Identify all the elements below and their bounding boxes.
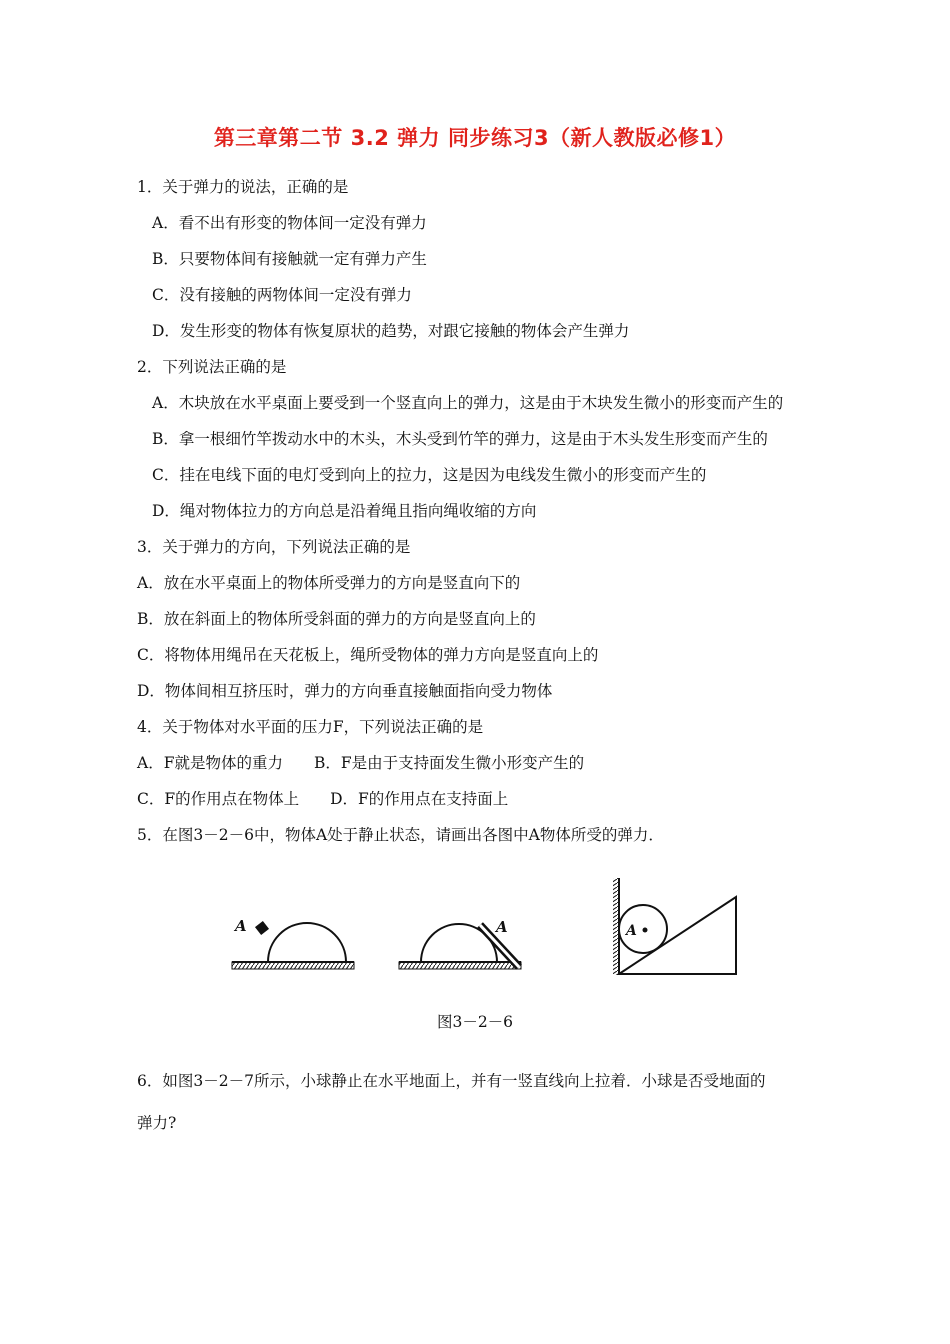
q6-line1: 6．如图3－2－7所示，小球静止在水平地面上，并有一竖直线向上拉着．小球是否受地面的 xyxy=(137,1072,766,1090)
figure-wall-incline xyxy=(605,875,745,980)
q3-option-b: B．放在斜面上的物体所受斜面的弹力的方向是竖直向上的 xyxy=(137,610,536,628)
figure-caption: 图3－2－6 xyxy=(436,1013,514,1031)
q3-option-a: A．放在水平桌面上的物体所受弹力的方向是竖直向下的 xyxy=(137,574,521,592)
q6-line2: 弹力? xyxy=(137,1114,177,1132)
q1-option-c: C．没有接触的两物体间一定没有弹力 xyxy=(152,286,412,304)
figure-label-a: A xyxy=(235,917,247,935)
q2-option-d: D．绳对物体拉力的方向总是沿着绳且指向绳收缩的方向 xyxy=(152,502,537,520)
q4-options-row2: C．F的作用点在物体上 D．F的作用点在支持面上 xyxy=(137,790,509,808)
q2-option-c: C．挂在电线下面的电灯受到向上的拉力，这是因为电线发生微小的形变而产生的 xyxy=(152,466,707,484)
page-title: 第三章第二节 3.2 弹力 同步练习3（新人教版必修1） xyxy=(213,126,737,150)
q2-option-a: A．木块放在水平桌面上要受到一个竖直向上的弹力，这是由于木块发生微小的形变而产生的 xyxy=(152,394,784,412)
q3-stem: 3．关于弹力的方向，下列说法正确的是 xyxy=(137,538,411,556)
q1-option-d: D．发生形变的物体有恢复原状的趋势，对跟它接触的物体会产生弹力 xyxy=(152,322,630,340)
figure-dome-rod xyxy=(395,905,530,975)
q3-option-c: C．将物体用绳吊在天花板上，绳所受物体的弹力方向是竖直向上的 xyxy=(137,646,599,664)
q1-option-b: B．只要物体间有接触就一定有弹力产生 xyxy=(152,250,427,268)
q5-stem: 5．在图3－2－6中，物体A处于静止状态，请画出各图中A物体所受的弹力． xyxy=(137,826,664,844)
figure-label-a: A xyxy=(626,923,637,939)
q3-option-d: D．物体间相互挤压时，弹力的方向垂直接触面指向受力物体 xyxy=(137,682,553,700)
q2-option-b: B．拿一根细竹竿拨动水中的木头，木头受到竹竿的弹力，这是由于木头发生形变而产生的 xyxy=(152,430,768,448)
q2-stem: 2．下列说法正确的是 xyxy=(137,358,287,376)
q1-stem: 1．关于弹力的说法，正确的是 xyxy=(137,178,349,196)
q4-options-row1: A．F就是物体的重力 B．F是由于支持面发生微小形变产生的 xyxy=(137,754,585,772)
figure-label-a: A xyxy=(496,918,508,936)
q1-option-a: A．看不出有形变的物体间一定没有弹力 xyxy=(152,214,427,232)
figure-dome-block xyxy=(225,905,360,975)
q4-stem: 4．关于物体对水平面的压力F，下列说法正确的是 xyxy=(137,718,484,736)
